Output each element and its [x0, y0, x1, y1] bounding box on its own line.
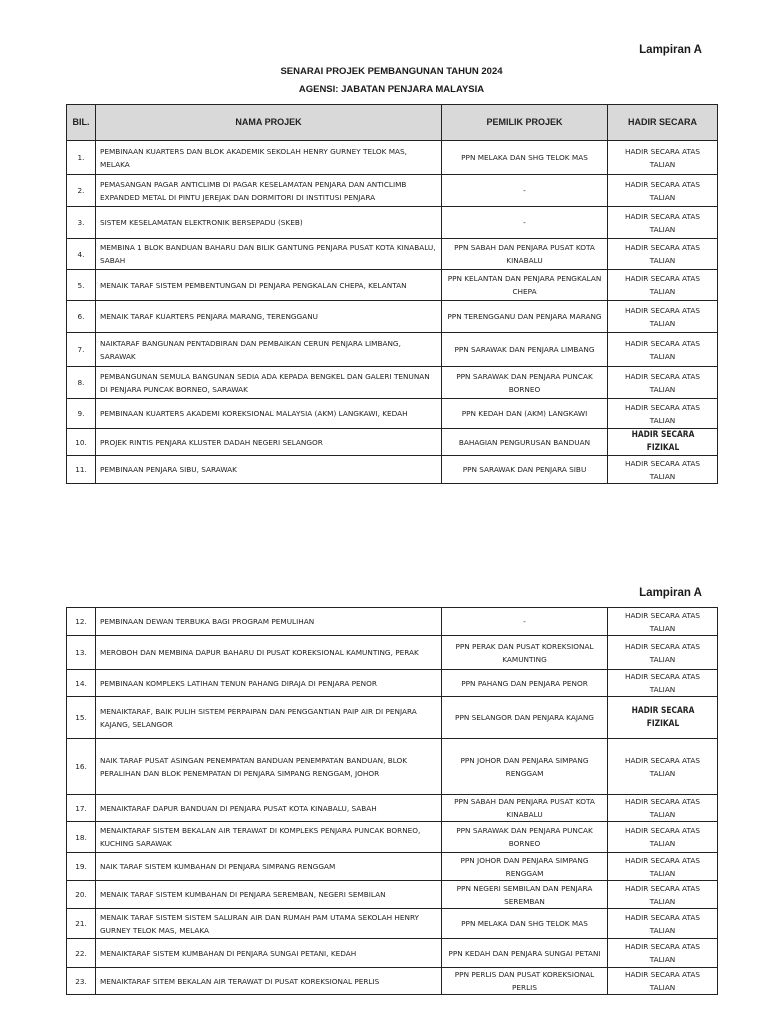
row-number: 19. — [67, 853, 96, 881]
table-row — [67, 670, 718, 697]
table-row — [67, 608, 718, 636]
project-name: SISTEM KESELAMATAN ELEKTRONIK BERSEPADU (SKEB) — [96, 207, 442, 239]
table-row — [67, 636, 718, 670]
lampiran-label-page1: Lampiran A — [639, 44, 702, 56]
project-name: MENAIK TARAF KUARTERS PENJARA MARANG, TERENGGANU — [96, 301, 442, 333]
project-name: NAIK TARAF SISTEM KUMBAHAN DI PENJARA SIMPANG RENGGAM — [96, 853, 442, 881]
project-owner: PPN JOHOR DAN PENJARA SIMPANG RENGGAM — [442, 739, 608, 795]
attendance-mode: HADIR SECARA ATAS TALIAN — [608, 207, 718, 239]
header-pemilik-projek: PEMILIK PROJEK — [442, 105, 608, 141]
project-owner: PPN TERENGGANU DAN PENJARA MARANG — [442, 301, 608, 333]
attendance-mode: HADIR SECARA ATAS TALIAN — [608, 456, 718, 484]
table-row — [67, 697, 718, 739]
row-number: 17. — [67, 795, 96, 822]
attendance-mode: HADIR SECARA ATAS TALIAN — [608, 739, 718, 795]
project-name: MENAIKTARAF SITEM BEKALAN AIR TERAWAT DI PUSAT KOREKSIONAL PERLIS — [96, 968, 442, 995]
attendance-mode: HADIR SECARA ATAS TALIAN — [608, 939, 718, 968]
row-number: 9. — [67, 399, 96, 429]
project-owner: BAHAGIAN PENGURUSAN BANDUAN — [442, 429, 608, 456]
table-row — [67, 367, 718, 399]
row-number: 11. — [67, 456, 96, 484]
table-row — [67, 939, 718, 968]
project-name: MENAIKTARAF SISTEM BEKALAN AIR TERAWAT DI KOMPLEKS PENJARA PUNCAK BORNEO, KUCHING SARAWAK — [96, 822, 442, 853]
attendance-mode: HADIR SECARA ATAS TALIAN — [608, 853, 718, 881]
row-number: 3. — [67, 207, 96, 239]
attendance-mode: HADIR SECARA ATAS TALIAN — [608, 670, 718, 697]
row-number: 12. — [67, 608, 96, 636]
table-row — [67, 207, 718, 239]
project-owner: - — [442, 175, 608, 207]
row-number: 18. — [67, 822, 96, 853]
attendance-mode: HADIR SECARA FIZIKAL — [614, 697, 711, 739]
attendance-mode: HADIR SECARA ATAS TALIAN — [608, 608, 718, 636]
row-number: 10. — [67, 429, 96, 456]
row-number: 5. — [67, 270, 96, 301]
row-number: 6. — [67, 301, 96, 333]
row-number: 13. — [67, 636, 96, 670]
project-owner: PPN SARAWAK DAN PENJARA PUNCAK BORNEO — [442, 822, 608, 853]
row-number: 16. — [67, 739, 96, 795]
project-owner: PPN SARAWAK DAN PENJARA LIMBANG — [442, 333, 608, 367]
project-owner: PPN PAHANG DAN PENJARA PENOR — [442, 670, 608, 697]
project-owner: PPN SABAH DAN PENJARA PUSAT KOTA KINABALU — [442, 795, 608, 822]
project-owner: PPN JOHOR DAN PENJARA SIMPANG RENGGAM — [442, 853, 608, 881]
attendance-mode: HADIR SECARA ATAS TALIAN — [608, 270, 718, 301]
project-owner: PPN PERLIS DAN PUSAT KOREKSIONAL PERLIS — [442, 968, 608, 995]
project-owner: PPN KEDAH DAN PENJARA SUNGAI PETANI — [442, 939, 608, 968]
project-owner: PPN MELAKA DAN SHG TELOK MAS — [442, 141, 608, 175]
table-row — [67, 968, 718, 995]
table-row — [67, 429, 718, 456]
header-nama-projek: NAMA PROJEK — [96, 105, 442, 141]
project-name: MENAIKTARAF DAPUR BANDUAN DI PENJARA PUSAT KOTA KINABALU, SABAH — [96, 795, 442, 822]
attendance-mode: HADIR SECARA ATAS TALIAN — [608, 909, 718, 939]
table-row — [67, 175, 718, 207]
table-row — [67, 739, 718, 795]
attendance-mode: HADIR SECARA ATAS TALIAN — [608, 399, 718, 429]
table-row — [67, 239, 718, 270]
project-owner: - — [442, 608, 608, 636]
project-owner: - — [442, 207, 608, 239]
row-number: 4. — [67, 239, 96, 270]
row-number: 15. — [67, 697, 96, 739]
row-number: 8. — [67, 367, 96, 399]
row-number: 1. — [67, 141, 96, 175]
project-name: PROJEK RINTIS PENJARA KLUSTER DADAH NEGERI SELANGOR — [96, 429, 442, 456]
attendance-mode: HADIR SECARA ATAS TALIAN — [608, 968, 718, 995]
table-row — [67, 333, 718, 367]
attendance-mode: HADIR SECARA ATAS TALIAN — [608, 141, 718, 175]
project-name: MENAIK TARAF SISTEM KUMBAHAN DI PENJARA SEREMBAN, NEGERI SEMBILAN — [96, 881, 442, 909]
project-name: PEMBANGUNAN SEMULA BANGUNAN SEDIA ADA KEPADA BENGKEL DAN GALERI TENUNAN DI PENJARA PUNCAK BORNEO, SARAWAK — [96, 367, 442, 399]
project-owner: PPN KELANTAN DAN PENJARA PENGKALAN CHEPA — [442, 270, 608, 301]
table-row — [67, 822, 718, 853]
row-number: 2. — [67, 175, 96, 207]
table-row — [67, 853, 718, 881]
project-name: MEROBOH DAN MEMBINA DAPUR BAHARU DI PUSAT KOREKSIONAL KAMUNTING, PERAK — [96, 636, 442, 670]
row-number: 20. — [67, 881, 96, 909]
header-bil: BIL. — [67, 105, 96, 141]
attendance-mode: HADIR SECARA ATAS TALIAN — [608, 636, 718, 670]
project-table-page2 — [66, 607, 718, 995]
project-owner: PPN SABAH DAN PENJARA PUSAT KOTA KINABALU — [442, 239, 608, 270]
project-name: PEMBINAAN DEWAN TERBUKA BAGI PROGRAM PEMULIHAN — [96, 608, 442, 636]
attendance-mode: HADIR SECARA ATAS TALIAN — [608, 333, 718, 367]
project-name: PEMBINAAN KUARTERS DAN BLOK AKADEMIK SEKOLAH HENRY GURNEY TELOK MAS, MELAKA — [96, 141, 442, 175]
project-name: MENAIK TARAF SISTEM PEMBENTUNGAN DI PENJARA PENGKALAN CHEPA, KELANTAN — [96, 270, 442, 301]
project-table-page1 — [66, 104, 718, 484]
attendance-mode: HADIR SECARA ATAS TALIAN — [608, 301, 718, 333]
row-number: 14. — [67, 670, 96, 697]
attendance-mode: HADIR SECARA ATAS TALIAN — [608, 881, 718, 909]
project-owner: PPN KEDAH DAN (AKM) LANGKAWI — [442, 399, 608, 429]
attendance-mode: HADIR SECARA ATAS TALIAN — [608, 822, 718, 853]
table-row — [67, 141, 718, 175]
table-row — [67, 881, 718, 909]
row-number: 23. — [67, 968, 96, 995]
header-hadir-secara: HADIR SECARA — [608, 105, 718, 141]
project-owner: PPN PERAK DAN PUSAT KOREKSIONAL KAMUNTING — [442, 636, 608, 670]
project-owner: PPN SELANGOR DAN PENJARA KAJANG — [442, 697, 608, 739]
lampiran-label-page2: Lampiran A — [639, 587, 702, 599]
table-row — [67, 795, 718, 822]
document-title: SENARAI PROJEK PEMBANGUNAN TAHUN 2024 — [280, 66, 503, 77]
table-row — [67, 399, 718, 429]
row-number: 22. — [67, 939, 96, 968]
attendance-mode: HADIR SECARA ATAS TALIAN — [608, 367, 718, 399]
project-name: NAIK TARAF PUSAT ASINGAN PENEMPATAN BANDUAN PENEMPATAN BANDUAN, BLOK PERALIHAN DAN BLOK PENEMPATAN DI PENJARA SIMPANG RENGGAM, JOHOR — [96, 739, 442, 795]
project-name: MEMBINA 1 BLOK BANDUAN BAHARU DAN BILIK GANTUNG PENJARA PUSAT KOTA KINABALU, SABAH — [96, 239, 442, 270]
attendance-mode: HADIR SECARA ATAS TALIAN — [608, 795, 718, 822]
project-owner: PPN SARAWAK DAN PENJARA PUNCAK BORNEO — [442, 367, 608, 399]
attendance-mode: HADIR SECARA FIZIKAL — [614, 429, 711, 456]
table-header-row — [67, 105, 718, 141]
project-name: NAIKTARAF BANGUNAN PENTADBIRAN DAN PEMBAIKAN CERUN PENJARA LIMBANG, SARAWAK — [96, 333, 442, 367]
project-name: PEMASANGAN PAGAR ANTICLIMB DI PAGAR KESELAMATAN PENJARA DAN ANTICLIMB EXPANDED METAL DI PINTU JEREJAK DAN DORMITORI DI INSTITUSI PENJARA — [96, 175, 442, 207]
project-name: PEMBINAAN PENJARA SIBU, SARAWAK — [96, 456, 442, 484]
attendance-mode: HADIR SECARA ATAS TALIAN — [608, 175, 718, 207]
project-name: MENAIKTARAF, BAIK PULIH SISTEM PERPAIPAN DAN PENGGANTIAN PAIP AIR DI PENJARA KAJANG, SELANGOR — [96, 697, 442, 739]
project-name: PEMBINAAN KUARTERS AKADEMI KOREKSIONAL MALAYSIA (AKM) LANGKAWI, KEDAH — [96, 399, 442, 429]
project-name: PEMBINAAN KOMPLEKS LATIHAN TENUN PAHANG DIRAJA DI PENJARA PENOR — [96, 670, 442, 697]
table-row — [67, 270, 718, 301]
row-number: 7. — [67, 333, 96, 367]
table-row — [67, 456, 718, 484]
table-row — [67, 909, 718, 939]
project-owner: PPN MELAKA DAN SHG TELOK MAS — [442, 909, 608, 939]
row-number: 21. — [67, 909, 96, 939]
agency-title: AGENSI: JABATAN PENJARA MALAYSIA — [298, 84, 485, 95]
project-owner: PPN NEGERI SEMBILAN DAN PENJARA SEREMBAN — [442, 881, 608, 909]
table-row — [67, 301, 718, 333]
project-owner: PPN SARAWAK DAN PENJARA SIBU — [442, 456, 608, 484]
project-name: MENAIK TARAF SISTEM SISTEM SALURAN AIR DAN RUMAH PAM UTAMA SEKOLAH HENRY GURNEY TELOK MAS, MELAKA — [96, 909, 442, 939]
project-name: MENAIKTARAF SISTEM KUMBAHAN DI PENJARA SUNGAI PETANI, KEDAH — [96, 939, 442, 968]
attendance-mode: HADIR SECARA ATAS TALIAN — [608, 239, 718, 270]
